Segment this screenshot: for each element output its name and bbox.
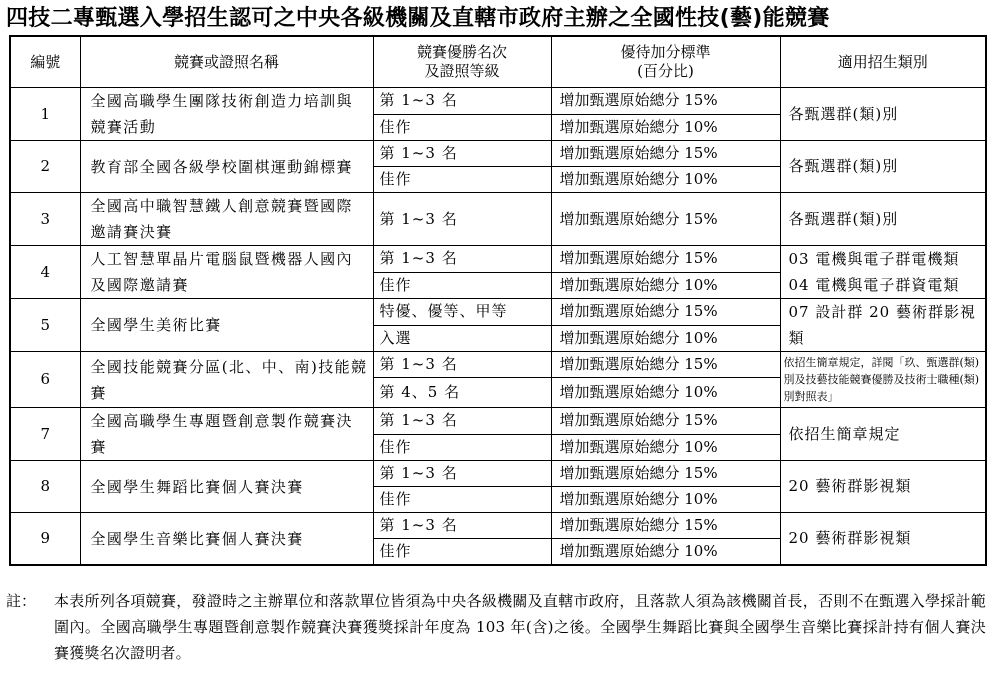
- row-category: 依招生簡章規定: [780, 408, 986, 461]
- row-no: 6: [10, 352, 80, 408]
- row-no: 9: [10, 513, 80, 566]
- row-bonus: 增加甄選原始總分 10%: [551, 114, 780, 141]
- row-bonus: 增加甄選原始總分 10%: [551, 325, 780, 352]
- header-bonus-line2: (百分比): [637, 62, 694, 80]
- row-name: 全國學生音樂比賽個人賽決賽: [80, 513, 373, 566]
- row-bonus: 增加甄選原始總分 15%: [551, 193, 780, 246]
- header-bonus-line1: 優待加分標準: [620, 43, 711, 61]
- footnote-label: 註：: [6, 592, 37, 610]
- row-bonus: 增加甄選原始總分 10%: [551, 378, 780, 408]
- row-bonus: 增加甄選原始總分 10%: [551, 539, 780, 566]
- row-bonus: 增加甄選原始總分 15%: [551, 141, 780, 167]
- header-row: [10, 36, 986, 88]
- row-name: 全國高職學生專題暨創意製作競賽決賽: [80, 408, 373, 461]
- row-category: 20 藝術群影視類: [780, 513, 986, 566]
- row-bonus: 增加甄選原始總分 15%: [551, 246, 780, 273]
- row-rank: 特優、優等、甲等: [373, 299, 551, 326]
- row-category: 各甄選群(類)別: [780, 141, 986, 193]
- row-rank: 佳作: [373, 539, 551, 566]
- row-rank: 佳作: [373, 487, 551, 513]
- row-rank: 第 1~3 名: [373, 408, 551, 435]
- header-bonus: [551, 36, 780, 88]
- row-rank: 入選: [373, 325, 551, 352]
- row-no: 4: [10, 246, 80, 299]
- row-name: 人工智慧單晶片電腦鼠暨機器人國內及國際邀請賽: [80, 246, 373, 299]
- row-rank: 佳作: [373, 114, 551, 141]
- footnote: [6, 588, 986, 666]
- row-rank: 第 1~3 名: [373, 352, 551, 378]
- row-rank: 佳作: [373, 167, 551, 193]
- row-no: 8: [10, 461, 80, 513]
- table-row: [10, 461, 986, 487]
- row-bonus: 增加甄選原始總分 10%: [551, 167, 780, 193]
- row-bonus: 增加甄選原始總分 15%: [551, 408, 780, 435]
- row-bonus: 增加甄選原始總分 15%: [551, 513, 780, 539]
- header-rank-line1: 競賽優勝名次: [416, 43, 507, 61]
- row-no: 7: [10, 408, 80, 461]
- row-rank: 第 1~3 名: [373, 461, 551, 487]
- row-rank: 第 4、5 名: [373, 378, 551, 408]
- row-bonus: 增加甄選原始總分 15%: [551, 88, 780, 115]
- row-rank: 第 1~3 名: [373, 513, 551, 539]
- row-category: 各甄選群(類)別: [780, 193, 986, 246]
- row-bonus: 增加甄選原始總分 15%: [551, 299, 780, 326]
- row-rank: 第 1~3 名: [373, 246, 551, 273]
- row-rank: 第 1~3 名: [373, 193, 551, 246]
- header-no: 編號: [10, 36, 80, 88]
- row-no: 2: [10, 141, 80, 193]
- row-rank: 佳作: [373, 434, 551, 461]
- table-row: [10, 88, 986, 115]
- row-no: 1: [10, 88, 80, 141]
- row-no: 5: [10, 299, 80, 352]
- table-row: [10, 299, 986, 326]
- header-category: 適用招生類別: [780, 36, 986, 88]
- row-category: 各甄選群(類)別: [780, 88, 986, 141]
- row-rank: 第 1~3 名: [373, 141, 551, 167]
- row-bonus: 增加甄選原始總分 10%: [551, 434, 780, 461]
- row-bonus: 增加甄選原始總分 10%: [551, 272, 780, 299]
- row-no: 3: [10, 193, 80, 246]
- header-name: 競賽或證照名稱: [80, 36, 373, 88]
- row-name: 全國學生舞蹈比賽個人賽決賽: [80, 461, 373, 513]
- table-row: [10, 141, 986, 167]
- table-row: [10, 408, 986, 435]
- competition-table: [9, 35, 987, 566]
- row-bonus: 增加甄選原始總分 15%: [551, 352, 780, 378]
- table-row: [10, 513, 986, 539]
- header-rank: [373, 36, 551, 88]
- row-rank: 第 1~3 名: [373, 88, 551, 115]
- page-title: 四技二專甄選入學招生認可之中央各級機關及直轄市政府主辦之全國性技(藝)能競賽: [6, 6, 830, 31]
- row-bonus: 增加甄選原始總分 10%: [551, 487, 780, 513]
- row-category: 03 電機與電子群電機類 04 電機與電子群資電類: [780, 246, 986, 299]
- row-bonus: 增加甄選原始總分 15%: [551, 461, 780, 487]
- row-name: 教育部全國各級學校圍棋運動錦標賽: [80, 141, 373, 193]
- row-category: 07 設計群 20 藝術群影視類: [780, 299, 986, 352]
- table-row: [10, 352, 986, 378]
- row-name: 全國學生美術比賽: [80, 299, 373, 352]
- table-row: [10, 193, 986, 246]
- row-category: 依招生簡章規定，詳閱「玖、甄選群(類)別及技藝技能競賽優勝及技術士職種(類)別對照表」: [780, 352, 986, 408]
- row-name: 全國高職學生團隊技術創造力培訓與競賽活動: [80, 88, 373, 141]
- table-row: [10, 246, 986, 273]
- footnote-text: 本表所列各項競賽，發證時之主辦單位和落款單位皆須為中央各級機關及直轄市政府，且落款人須為該機關首長，否則不在甄選入學採計範圍內。全國高職學生專題暨創意製作競賽決賽獲獎採計年度為 103 年(含)之後。全國學生舞蹈比賽與全國學生音樂比賽採計持有個人賽決賽獲獎名次證明者。: [54, 592, 986, 662]
- header-rank-line2: 及證照等級: [424, 62, 500, 80]
- row-category: 20 藝術群影視類: [780, 461, 986, 513]
- row-name: 全國技能競賽分區(北、中、南)技能競賽: [80, 352, 373, 408]
- row-name: 全國高中職智慧鐵人創意競賽暨國際邀請賽決賽: [80, 193, 373, 246]
- row-rank: 佳作: [373, 272, 551, 299]
